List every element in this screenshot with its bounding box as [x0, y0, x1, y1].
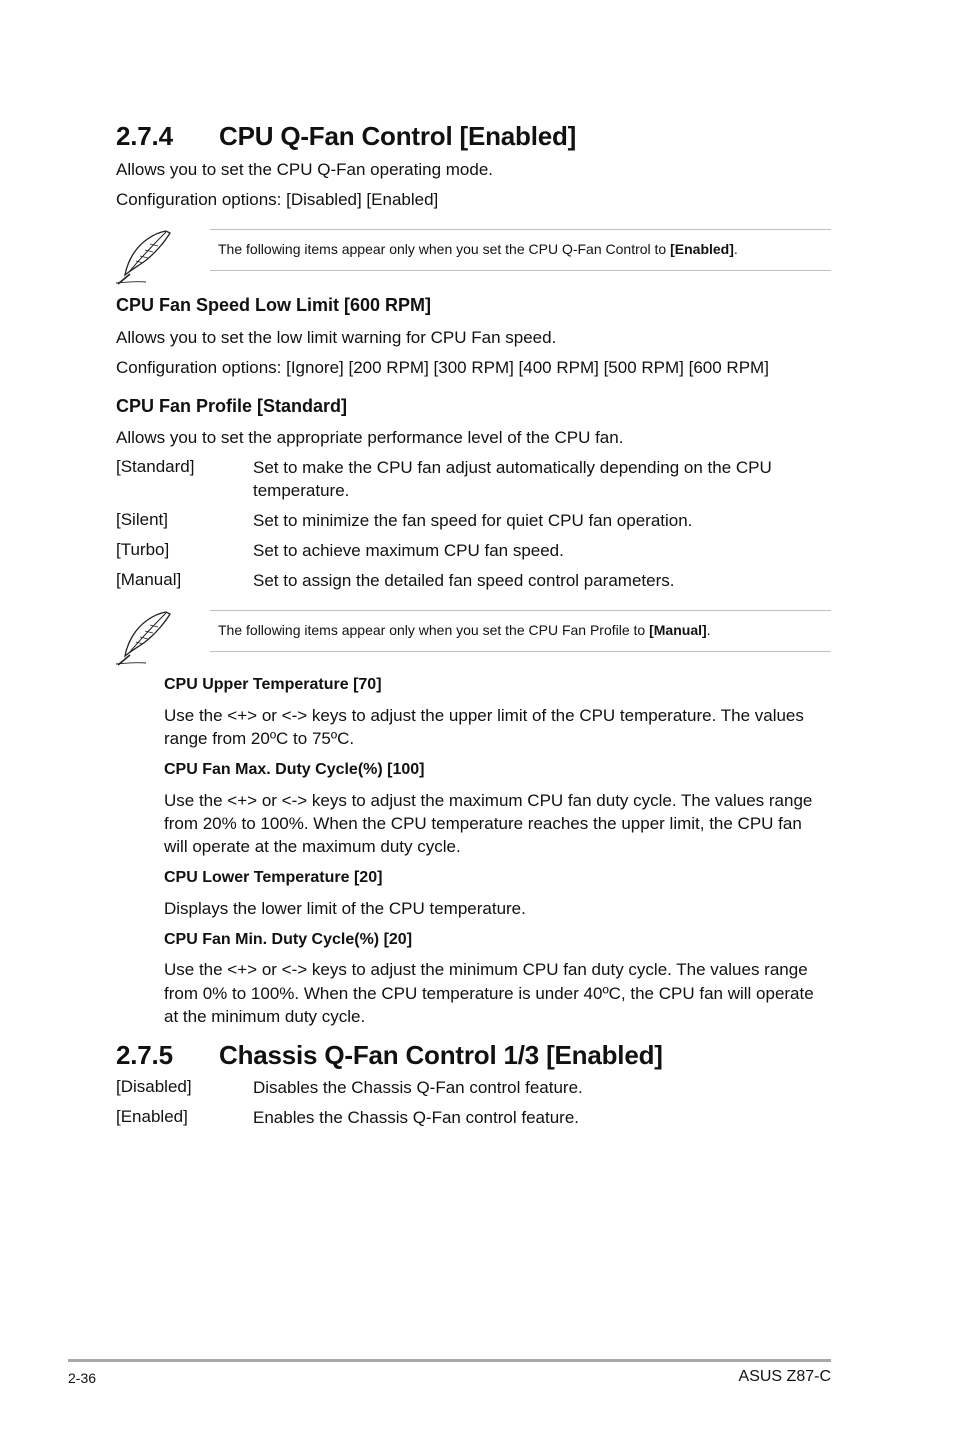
subitem-heading-min-duty-cycle: CPU Fan Min. Duty Cycle(%) [20]	[164, 931, 413, 948]
note-text: The following items appear only when you set the CPU Q-Fan Control to [Enabled].	[218, 241, 738, 257]
option-key: [Disabled]	[116, 1077, 192, 1096]
section-title: CPU Q-Fan Control [Enabled]	[219, 121, 577, 151]
section-number: 2.7.5	[116, 1040, 173, 1070]
item-heading-fan-profile: CPU Fan Profile [Standard]	[116, 396, 348, 416]
subitem-description-line: Use the <+> or <-> keys to adjust the minimum CPU fan duty cycle. The values range	[164, 960, 808, 979]
product-name: ASUS Z87-C	[738, 1368, 831, 1385]
subitem-heading-max-duty-cycle: CPU Fan Max. Duty Cycle(%) [100]	[164, 761, 425, 778]
note-feather-icon	[114, 228, 174, 286]
option-description: Set to minimize the fan speed for quiet CPU fan operation.	[253, 511, 693, 530]
subitem-description-line: from 20% to 100%. When the CPU temperature reaches the upper limit, the CPU fan	[164, 814, 802, 833]
option-key: [Silent]	[116, 510, 168, 529]
section-number: 2.7.4	[116, 121, 173, 151]
item-description: Allows you to set the appropriate performance level of the CPU fan.	[116, 428, 624, 447]
option-key: [Turbo]	[116, 540, 170, 559]
option-key: [Standard]	[116, 457, 195, 476]
note-feather-icon	[114, 609, 174, 667]
note-box	[210, 610, 831, 652]
option-description: Set to assign the detailed fan speed control parameters.	[253, 571, 675, 590]
option-description: Disables the Chassis Q-Fan control feature.	[253, 1078, 583, 1097]
configuration-options: Configuration options: [Ignore] [200 RPM] [300 RPM] [400 RPM] [500 RPM] [600 RPM]	[116, 358, 769, 377]
section-description: Allows you to set the CPU Q-Fan operating mode.	[116, 160, 494, 179]
subitem-description-line: Use the <+> or <-> keys to adjust the maximum CPU fan duty cycle. The values range	[164, 791, 813, 810]
subitem-heading-lower-temperature: CPU Lower Temperature [20]	[164, 869, 383, 886]
option-description: Enables the Chassis Q-Fan control feature.	[253, 1108, 579, 1127]
subitem-heading-upper-temperature: CPU Upper Temperature [70]	[164, 676, 382, 693]
option-key: [Manual]	[116, 570, 182, 589]
option-description: Set to achieve maximum CPU fan speed.	[253, 541, 564, 560]
page-number: 2-36	[68, 1370, 97, 1386]
option-description: Set to make the CPU fan adjust automatically depending on the CPU temperature.	[253, 458, 772, 500]
note-box	[210, 229, 831, 271]
subitem-description-line: Use the <+> or <-> keys to adjust the upper limit of the CPU temperature. The values	[164, 706, 804, 725]
subitem-description-line: range from 20ºC to 75ºC.	[164, 729, 355, 748]
item-description: Allows you to set the low limit warning for CPU Fan speed.	[116, 328, 557, 347]
section-title: Chassis Q-Fan Control 1/3 [Enabled]	[219, 1040, 663, 1070]
subitem-description-line: from 0% to 100%. When the CPU temperature is under 40ºC, the CPU fan will operate	[164, 984, 814, 1003]
footer-divider	[68, 1359, 831, 1362]
note-text: The following items appear only when you set the CPU Fan Profile to [Manual].	[218, 622, 711, 638]
subitem-description-line: at the minimum duty cycle.	[164, 1007, 366, 1026]
subitem-description-line: Displays the lower limit of the CPU temperature.	[164, 899, 526, 918]
configuration-options: Configuration options: [Disabled] [Enabled]	[116, 190, 439, 209]
item-heading-fan-speed-low-limit: CPU Fan Speed Low Limit [600 RPM]	[116, 295, 432, 315]
subitem-description-line: will operate at the maximum duty cycle.	[164, 837, 461, 856]
option-key: [Enabled]	[116, 1107, 188, 1126]
